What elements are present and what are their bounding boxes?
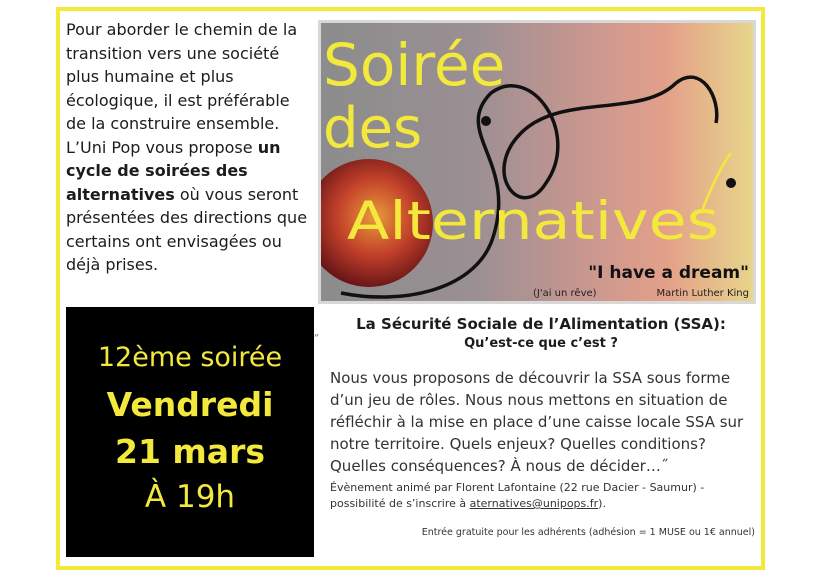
event-edition: 12ème soirée: [97, 342, 283, 373]
poster-quote-author: Martin Luther King: [656, 288, 749, 299]
poster-title-des: des: [323, 96, 423, 161]
event-day: Vendredi: [106, 385, 274, 424]
ssa-description: Nous vous proposons de découvrir la SSA sous forme d’un jeu de rôles. Nous nous mettons en situation de réfléchir à la mise en place d’une caisse locale SSA sur notre territoire. Quels enjeux? Quelles conditions? Quelles conséquences? À nous de décider…˝: [330, 369, 744, 475]
intro-text-part2: où vous seront présentées des directions que certains ont envisagées ou déjà prises.: [66, 184, 308, 274]
animation-text: Évènement animé par Florent Lafontaine (22 rue Dacier - Saumur) - possibilité de s’inscrire à: [330, 481, 705, 510]
swirl-dot-right: [726, 178, 736, 188]
intro-text-part1: Pour aborder le chemin de la transition vers une société plus humaine et plus écologique, il est préférable de la construire ensemble. L’Uni Pop vous propose: [66, 20, 298, 157]
event-date: 21 mars: [115, 432, 265, 471]
poster-title-soiree: Soirée: [323, 31, 506, 99]
ssa-subtitle: Qu’est-ce que c’est ?: [464, 336, 618, 351]
ssa-title: La Sécurité Sociale de l’Alimentation (SSA):: [356, 315, 726, 333]
poster-graphic: [321, 23, 753, 301]
event-time: À 19h: [144, 479, 236, 515]
intro-text-bold: un cycle de soirées des alternatives: [66, 137, 281, 204]
event-date-box: [66, 307, 314, 557]
intro-paragraph: [66, 18, 311, 277]
free-entry-note: Entrée gratuite pour les adhérents (adhésion = 1 MUSE ou 1€ annuel): [421, 527, 755, 538]
poster-image: [318, 20, 756, 304]
poster-title-alternatives: Alternatives: [347, 191, 719, 252]
animation-text-end: ).: [598, 497, 606, 510]
stray-mark: ˝: [313, 333, 319, 347]
poster-quote: "I have a dream": [588, 263, 749, 283]
animation-info: [330, 480, 755, 512]
registration-email-link[interactable]: aternatives@unipops.fr: [469, 497, 599, 510]
swirl-dot-left: [481, 116, 491, 126]
poster-quote-translation: (J'ai un rêve): [533, 288, 597, 299]
ssa-heading: [322, 314, 760, 354]
